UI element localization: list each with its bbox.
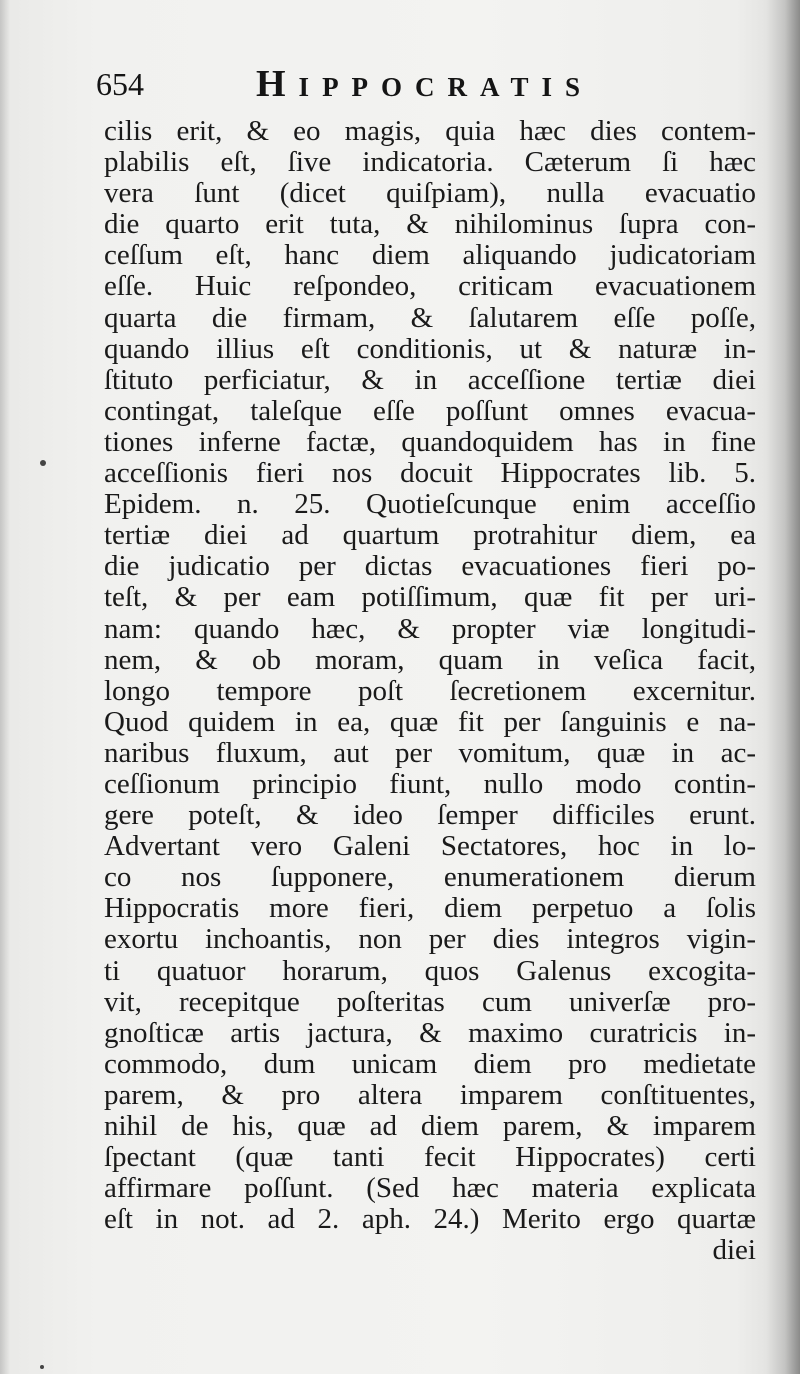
text-line: exortu inchoantis, non per dies integros vigin- <box>104 923 756 956</box>
text-line: Quod quidem in ea, quæ fit per ſanguinis e na- <box>104 705 756 738</box>
text-line: ſpectant (quæ tanti fecit Hippocrates) certi <box>104 1141 756 1174</box>
page-edge-shadow <box>766 0 800 1374</box>
page-number: 654 <box>96 66 144 102</box>
text-line: longo tempore poſt ſecretionem excernitur. <box>104 674 756 707</box>
text-line: nam: quando hæc, & propter viæ longitudi- <box>104 612 756 645</box>
print-speck <box>40 1365 44 1369</box>
text-line: contingat, taleſque eſſe poſſunt omnes evacua- <box>104 394 756 427</box>
text-line: tertiæ diei ad quartum protrahitur diem, ea <box>104 519 756 552</box>
text-line: eſſe. Huic reſpondeo, criticam evacuationem <box>104 270 756 303</box>
running-title: Hippocratis <box>256 63 594 105</box>
text-line: quarta die firmam, & ſalutarem eſſe poſſe, <box>104 301 756 334</box>
text-line: plabilis eſt, ſive indicatoria. Cæterum ſi hæc <box>104 146 756 179</box>
text-line: Advertant vero Galeni Sectatores, hoc in lo- <box>104 830 756 863</box>
text-line: acceſſionis fieri nos docuit Hippocrates lib. 5. <box>104 457 756 490</box>
text-line: die judicatio per dictas evacuationes fieri po- <box>104 550 756 583</box>
text-line: vera ſunt (dicet quiſpiam), nulla evacuatio <box>104 177 756 210</box>
catchword: diei <box>712 1234 756 1267</box>
text-line: tiones inferne factæ, quandoquidem has in fine <box>104 425 756 458</box>
text-line: gere poteſt, & ideo ſemper difficiles erunt. <box>104 799 756 832</box>
text-line: nihil de his, quæ ad diem parem, & imparem <box>104 1110 756 1142</box>
text-line: ceſſum eſt, hanc diem aliquando judicatoriam <box>104 239 756 272</box>
text-line: quando illius eſt conditionis, ut & naturæ in- <box>104 332 756 365</box>
text-line: ti quatuor horarum, quos Galenus excogita- <box>104 954 756 987</box>
text-line: vit, recepitque poſteritas cum univerſæ pro- <box>104 985 756 1018</box>
text-line: affirmare poſſunt. (Sed hæc materia explicata <box>104 1172 756 1205</box>
print-speck <box>40 460 46 466</box>
text-line: Hippocratis more fieri, diem perpetuo a ſolis <box>104 892 756 925</box>
page-header <box>96 60 716 108</box>
text-line: eſt in not. ad 2. aph. 24.) Merito ergo quartæ <box>104 1203 756 1236</box>
text-line: nem, & ob moram, quam in veſica facit, <box>104 643 756 676</box>
text-line: teſt, & per eam potiſſimum, quæ fit per uri- <box>104 581 756 614</box>
text-line: Epidem. n. 25. Quotieſcunque enim acceſſio <box>104 488 756 521</box>
text-line: die quarto erit tuta, & nihilominus ſupra con- <box>104 208 756 241</box>
text-line: ſtituto perficiatur, & in acceſſione tertiæ diei <box>104 363 756 396</box>
text-line: cilis erit, & eo magis, quia hæc dies contem- <box>104 115 756 147</box>
text-line: naribus fluxum, aut per vomitum, quæ in ac- <box>104 736 756 769</box>
text-line: ceſſionum principio fiunt, nullo modo contin- <box>104 767 756 800</box>
text-line: gnoſticæ artis jactura, & maximo curatricis in- <box>104 1016 756 1049</box>
page-gutter-shadow <box>0 0 10 1374</box>
text-line: co nos ſupponere, enumerationem dierum <box>104 861 756 894</box>
body-text <box>104 116 756 1266</box>
text-line: parem, & pro altera imparem conſtituentes, <box>104 1078 756 1111</box>
text-line: commodo, dum unicam diem pro medietate <box>104 1047 756 1080</box>
